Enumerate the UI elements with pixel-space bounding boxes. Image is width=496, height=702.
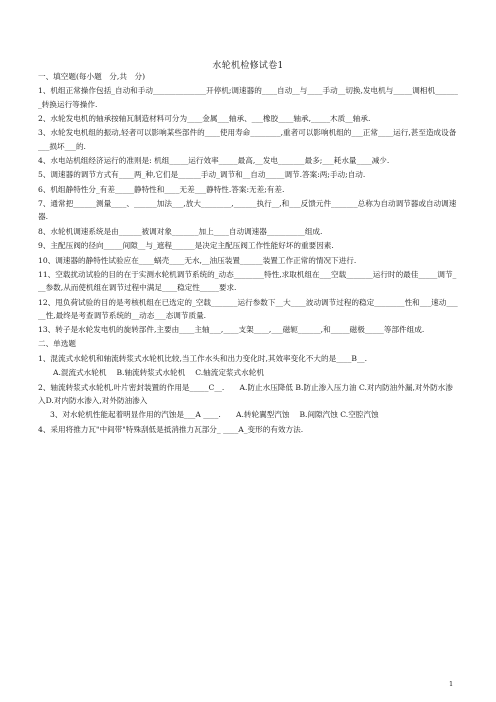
section-heading-fill-blank: 一、填空题(每小题 分,共 分) <box>38 72 146 81</box>
choice-question-4: 4、采用将推力瓦"中间带"特殊刮低是抵消推力瓦部分_ ____A_变形的有效方法. <box>38 424 304 434</box>
question-5: 5、调速器的调节方式有____两_种,它们是______手动_调节和__自动_____调节.答案:两;手动;自动. <box>38 170 366 180</box>
document-title: 水轮机检修试卷1 <box>212 61 284 71</box>
choice-question-1-options: A.混流式水轮机 B.轴流转浆式水轮机 C.轴流定浆式水轮机 <box>53 368 264 378</box>
section-heading-single-choice: 二、单选题 <box>38 339 76 349</box>
document-body <box>38 70 460 437</box>
question-9: 9、主配压阀的径向_____间隙__与_遮程______是决定主配压阀工作性能好坏的重要因素. <box>38 241 334 251</box>
question-10: 10、调速器的静特性试验应在____蜗壳____无水,__油压装置______装置工作正常的情况下进行. <box>38 255 357 265</box>
question-11: 11、空载扰动试验的目的在于实测水轮机调节系统的_动态________特性,求取机组在___空载_______运行时的最佳_____调节___参数,从而使机组在调节过程中满足____稳定性_____要求. <box>38 269 457 293</box>
question-4: 4、水电站机组经济运行的准则是: 机组_____运行效率_____最高,__发电_______最多;___耗水量____减少. <box>38 155 390 165</box>
question-13: 13、转子是水轮发电机的旋转部件,主要由____主轴___,____支架____,___磁轭______,和_____磁极_____等部件组成. <box>38 325 425 335</box>
question-2: 2、水轮发电机的轴承按轴瓦制造材料可分为____金属___轴承、___橡胶____轴承,_____木质__轴承. <box>38 113 371 123</box>
question-3: 3、水轮发电机组的振动,轻者可以影响某些部件的____使用寿命________,重者可以影响机组的___正常____运行,甚至造成设备___损坏___的. <box>38 128 457 151</box>
question-6: 6、机组静特性分_有差_____静特性和____无差___静特性.答案:无差;有差. <box>38 184 285 194</box>
question-8: 8、水轮机调速系统是由______被调对象_______加上____自动调速器__________组成. <box>38 226 323 236</box>
choice-question-3: 3、对水轮机性能起着明显作用的汽蚀是___A ____. A.转轮翼型汽蚀 B.间隙汽蚀 C.空腔汽蚀 <box>50 410 379 420</box>
question-7: 7、通常把______测量____、______加法___,放大________,______执行__,和___反馈元件_______总称为自动调节器或自动调速器. <box>38 199 457 222</box>
choice-question-1: 1、混流式水轮机和轴流转浆式水轮机比较,当工作水头和出力变化时,其效率变化不大的是____B__. <box>38 353 367 363</box>
page-number: 1 <box>449 680 454 688</box>
question-1: 1、机组正常操作包括_自动和手动______________开停机;调速器的____自动__与____手动__切换,发电机与_____调相机_______转换运行等操作. <box>38 86 458 109</box>
question-12: 12、甩负荷试验的目的是考核机组在已选定的_空载_______运行参数下__大____波动调节过程的稳定________性和___速动_____性,最终是考查调节系统的__动态___态调节质量. <box>38 297 458 320</box>
choice-question-2: 2、轴流转浆式水轮机,叶片密封装置的作用是_____C__. A.防止水压降低 B.防止渗入压力油 C.对内防油外漏,对外防水渗入D.对内防水渗入,对外防油渗入 <box>38 382 453 405</box>
